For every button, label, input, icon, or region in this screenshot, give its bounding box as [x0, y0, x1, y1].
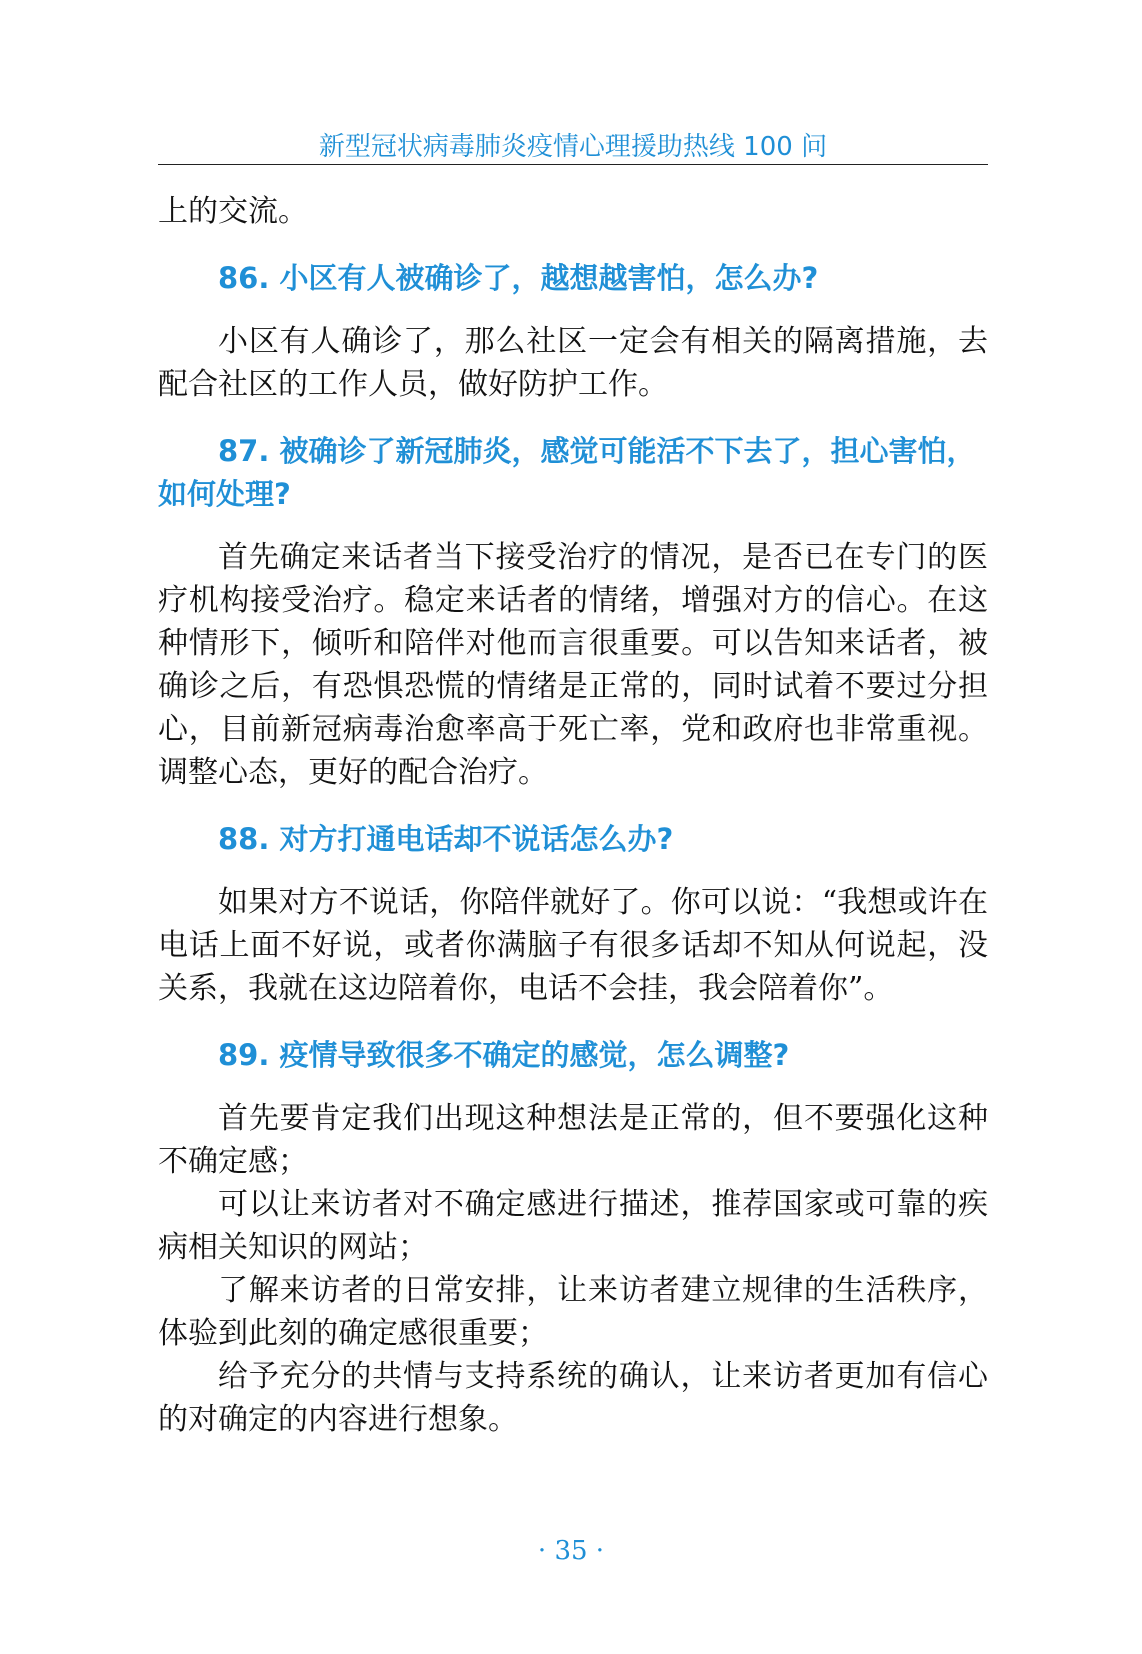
answer-paragraph: 了解来访者的日常安排，让来访者建立规律的生活秩序，体验到此刻的确定感很重要； [158, 1273, 988, 1351]
spacer [158, 300, 988, 320]
page-number: · 35 · [537, 1536, 605, 1566]
answer-paragraph: 首先要肯定我们出现这种想法是正常的，但不要强化这种不确定感； [158, 1101, 988, 1179]
running-header: 新型冠状病毒肺炎疫情心理援助热线 100 问 [318, 132, 828, 162]
continuation-paragraph: 上的交流。 [158, 194, 308, 229]
page-content [158, 190, 988, 1441]
answer-paragraph: 如果对方不说话，你陪伴就好了。你可以说：“我想或许在电话上面不好说，或者你满脑子有很多话却不知从何说起，没关系，我就在这边陪着你，电话不会挂，我会陪着你”。 [158, 885, 988, 1006]
answer-paragraph: 小区有人确诊了，那么社区一定会有相关的隔离措施，去配合社区的工作人员，做好防护工作。 [158, 324, 988, 402]
question-title-87: 87. 被确诊了新冠肺炎，感觉可能活不下去了，担心害怕，如何处理? [158, 434, 976, 511]
spacer [158, 794, 988, 818]
answer-paragraph: 首先确定来话者当下接受治疗的情况，是否已在专门的医疗机构接受治疗。稳定来话者的情绪，增强对方的信心。在这种情形下，倾听和陪伴对他而言很重要。可以告知来话者，被确诊之后，有恐惧恐慌的情绪是正常的，同时试着不要过分担心，目前新冠病毒治愈率高于死亡率，党和政府也非常重视。调整心态，更好的配合治疗。 [158, 540, 988, 790]
question-title-86: 86. 小区有人被确诊了，越想越害怕，怎么办? [218, 261, 819, 295]
spacer [158, 1077, 988, 1097]
spacer [158, 516, 988, 536]
spacer [158, 406, 988, 430]
spacer [158, 861, 988, 881]
answer-paragraph: 给予充分的共情与支持系统的确认，让来访者更加有信心的对确定的内容进行想象。 [158, 1359, 988, 1437]
question-title-88: 88. 对方打通电话却不说话怎么办? [218, 822, 674, 856]
answer-paragraph: 可以让来访者对不确定感进行描述，推荐国家或可靠的疾病相关知识的网站； [158, 1187, 988, 1265]
spacer [158, 1010, 988, 1034]
spacer [158, 233, 988, 257]
header-rule [158, 164, 988, 165]
question-title-89: 89. 疫情导致很多不确定的感觉，怎么调整? [218, 1038, 790, 1072]
